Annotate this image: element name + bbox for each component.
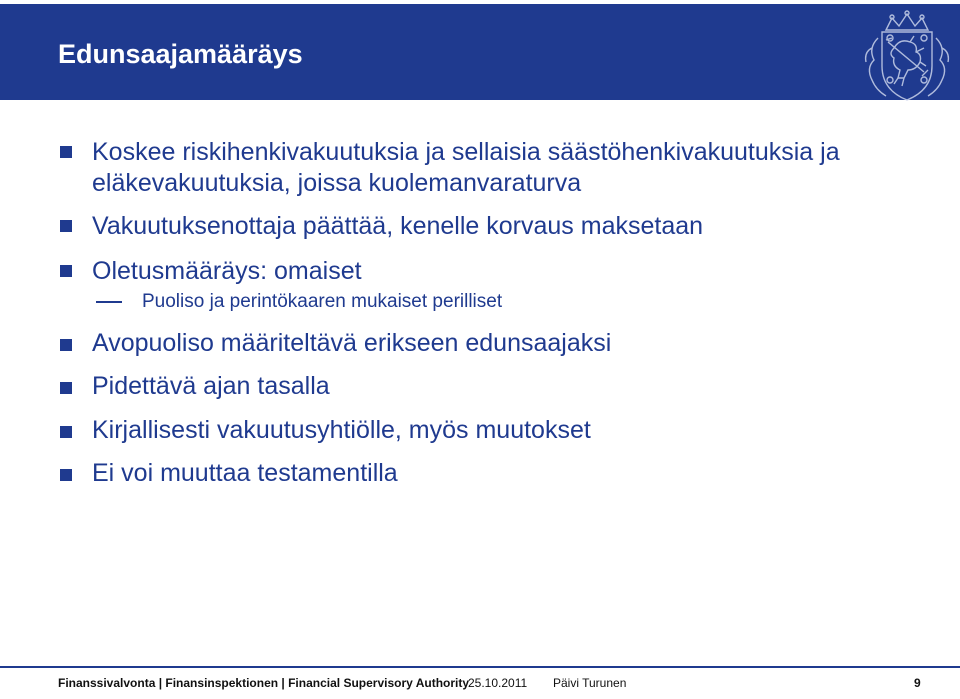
square-bullet-icon <box>60 426 72 438</box>
bullet-text: Pidettävä ajan tasalla <box>92 372 330 400</box>
bullet-text-continuation: eläkevakuutuksia, joissa kuolemanvaraturva <box>92 169 582 197</box>
bullet-text: Avopuoliso määriteltävä erikseen edunsaajaksi <box>92 329 612 357</box>
footer-date: 25.10.2011 <box>468 676 528 690</box>
square-bullet-icon <box>60 339 72 351</box>
square-bullet-icon <box>60 146 72 158</box>
bullet-text: Oletusmääräys: omaiset <box>92 257 362 285</box>
finland-coat-of-arms-lion-icon <box>858 8 956 104</box>
square-bullet-icon <box>60 220 72 232</box>
bullet-text: Ei voi muuttaa testamentilla <box>92 459 398 487</box>
dash-icon <box>96 301 122 303</box>
title-bar <box>0 4 960 100</box>
bullet-text: Koskee riskihenkivakuutuksia ja sellaisia säästöhenkivakuutuksia ja <box>92 138 840 166</box>
footer-organization: Finanssivalvonta | Finansinspektionen | Financial Supervisory Authority <box>58 676 470 690</box>
square-bullet-icon <box>60 469 72 481</box>
bullet-text: Vakuutuksenottaja päättää, kenelle korvaus maksetaan <box>92 212 704 240</box>
square-bullet-icon <box>60 265 72 277</box>
sub-bullet-text: Puoliso ja perintökaaren mukaiset perilliset <box>142 291 503 312</box>
square-bullet-icon <box>60 382 72 394</box>
slide-title: Edunsaajamääräys <box>58 39 303 69</box>
bullet-text: Kirjallisesti vakuutusyhtiölle, myös muutokset <box>92 416 591 444</box>
footer-author: Päivi Turunen <box>553 676 627 690</box>
page-number: 9 <box>914 676 921 690</box>
footer-divider <box>0 666 960 668</box>
